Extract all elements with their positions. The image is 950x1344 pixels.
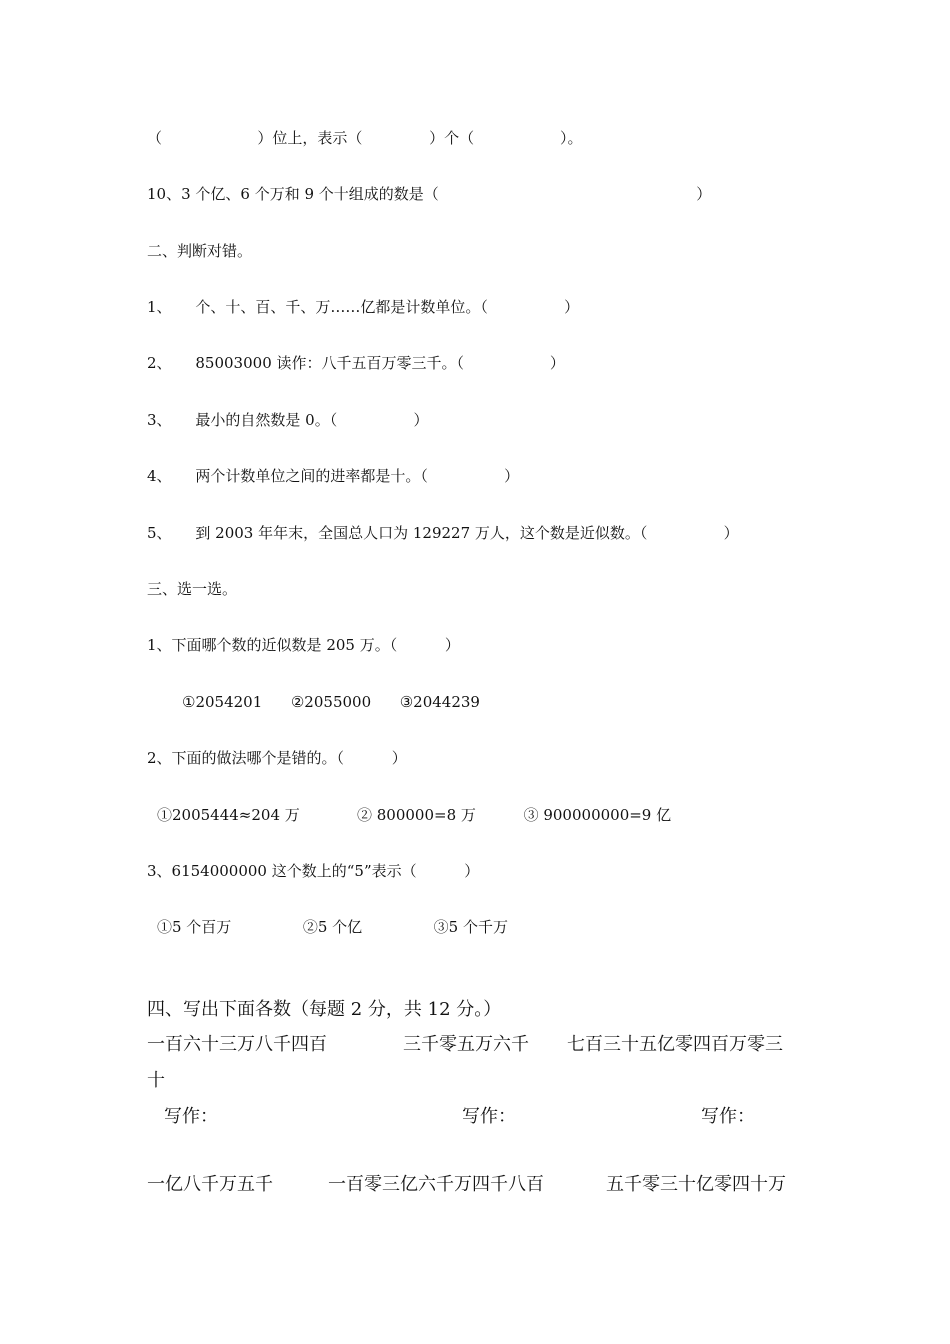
write-number-2: 三千零五万六千 bbox=[403, 1034, 529, 1055]
write-number-6: 五千零三十亿零四十万 bbox=[606, 1174, 786, 1195]
judge-item-2: 2、 85003000 读作：八千五百万零三千。（ ） bbox=[147, 354, 565, 372]
judge-item-5: 5、 到 2003 年年末，全国总人口为 129227 万人，这个数是近似数。（ ） bbox=[147, 524, 739, 542]
choice-question-3: 3、6154000000 这个数上的“5”表示（ ） bbox=[147, 862, 480, 880]
write-number-4: 一亿八千万五千 bbox=[147, 1174, 273, 1195]
choice-question-1: 1、下面哪个数的近似数是 205 万。（ ） bbox=[147, 636, 460, 654]
judge-item-1: 1、 个、十、百、千、万……亿都是计数单位。（ ） bbox=[147, 298, 580, 316]
judge-item-3: 3、 最小的自然数是 0。（ ） bbox=[147, 411, 429, 429]
section-4-heading: 四、写出下面各数（每题 2 分，共 12 分。） bbox=[147, 999, 502, 1020]
choice-options-2: ①2005444≈204 万 ② 800000=8 万 ③ 900000000=9 亿 bbox=[157, 806, 672, 824]
section-3-heading: 三、选一选。 bbox=[147, 580, 238, 598]
choice-options-3: ①5 个百万 ②5 个亿 ③5 个千万 bbox=[157, 918, 508, 936]
choice-question-2: 2、下面的做法哪个是错的。（ ） bbox=[147, 749, 407, 767]
write-answer-label-3: 写作： bbox=[701, 1106, 755, 1127]
write-number-1: 一百六十三万八千四百 bbox=[147, 1034, 327, 1055]
write-number-3-continued: 十 bbox=[147, 1070, 165, 1091]
write-number-3: 七百三十五亿零四百万零三 bbox=[567, 1034, 783, 1055]
fill-blank-line-9: （ ）位上，表示（ ）个（ ）。 bbox=[147, 129, 583, 147]
write-answer-label-1: 写作： bbox=[164, 1106, 218, 1127]
section-2-heading: 二、判断对错。 bbox=[147, 242, 253, 260]
write-number-5: 一百零三亿六千万四千八百 bbox=[328, 1174, 544, 1195]
choice-options-1: ①2054201 ②2055000 ③2044239 bbox=[182, 693, 480, 711]
question-10: 10、3 个亿、6 个万和 9 个十组成的数是（ ） bbox=[147, 185, 712, 203]
judge-item-4: 4、 两个计数单位之间的进率都是十。（ ） bbox=[147, 467, 520, 485]
write-answer-label-2: 写作： bbox=[462, 1106, 516, 1127]
